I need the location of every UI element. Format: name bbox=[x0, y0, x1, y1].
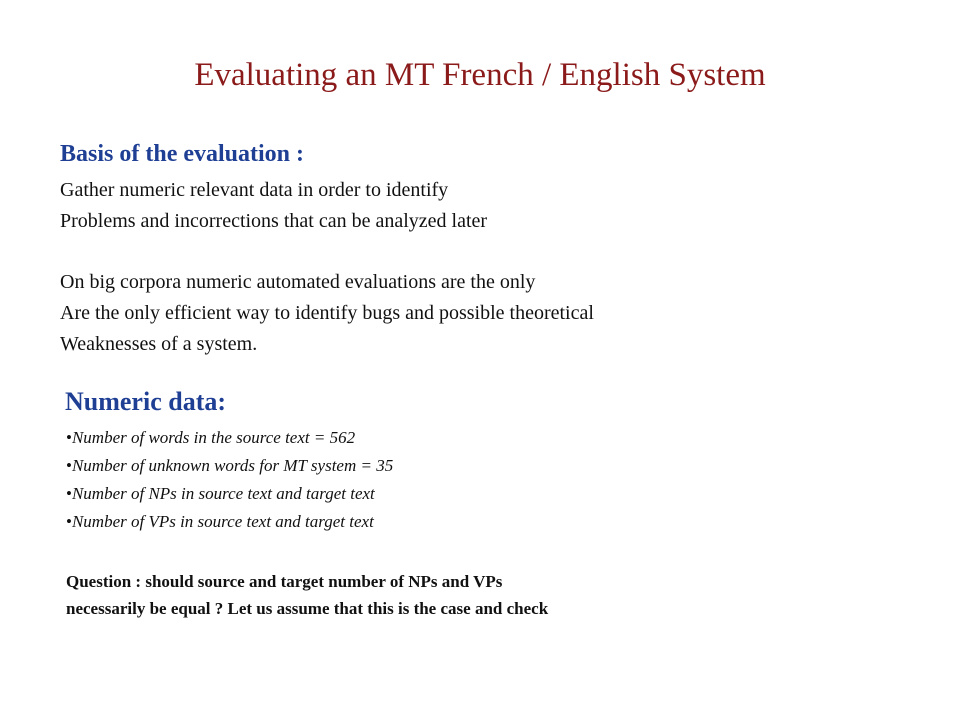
list-item bbox=[66, 508, 393, 536]
numeric-bullet-list bbox=[66, 424, 393, 536]
blank-line bbox=[60, 237, 594, 267]
bullet-icon: • bbox=[66, 456, 72, 475]
question-line: Question : should source and target number of NPs and VPs bbox=[66, 572, 503, 591]
question-paragraph bbox=[66, 568, 548, 622]
bullet-text: Number of NPs in source text and target text bbox=[71, 484, 375, 503]
bullet-icon: • bbox=[66, 512, 72, 531]
basis-line: Are the only efficient way to identify bugs and possible theoretical bbox=[60, 302, 594, 324]
basis-line: Weaknesses of a system. bbox=[60, 333, 258, 355]
basis-heading: Basis of the evaluation : bbox=[60, 141, 305, 167]
list-item bbox=[66, 452, 393, 480]
list-item bbox=[66, 424, 393, 452]
basis-line: On big corpora numeric automated evaluations are the only bbox=[60, 271, 536, 293]
basis-line: Problems and incorrections that can be analyzed later bbox=[60, 210, 488, 232]
bullet-text: Number of VPs in source text and target text bbox=[71, 512, 374, 531]
numeric-data-heading: Numeric data: bbox=[65, 387, 227, 416]
basis-line: Gather numeric relevant data in order to identify bbox=[60, 179, 449, 201]
basis-paragraphs bbox=[60, 175, 594, 360]
list-item bbox=[66, 480, 393, 508]
slide-title: Evaluating an MT French / English System bbox=[194, 57, 766, 93]
bullet-text: Number of words in the source text = 562 bbox=[71, 428, 356, 447]
question-line: necessarily be equal ? Let us assume that this is the case and check bbox=[66, 599, 549, 618]
bullet-icon: • bbox=[66, 484, 72, 503]
bullet-icon: • bbox=[66, 428, 72, 447]
bullet-text: Number of unknown words for MT system = 35 bbox=[71, 456, 394, 475]
